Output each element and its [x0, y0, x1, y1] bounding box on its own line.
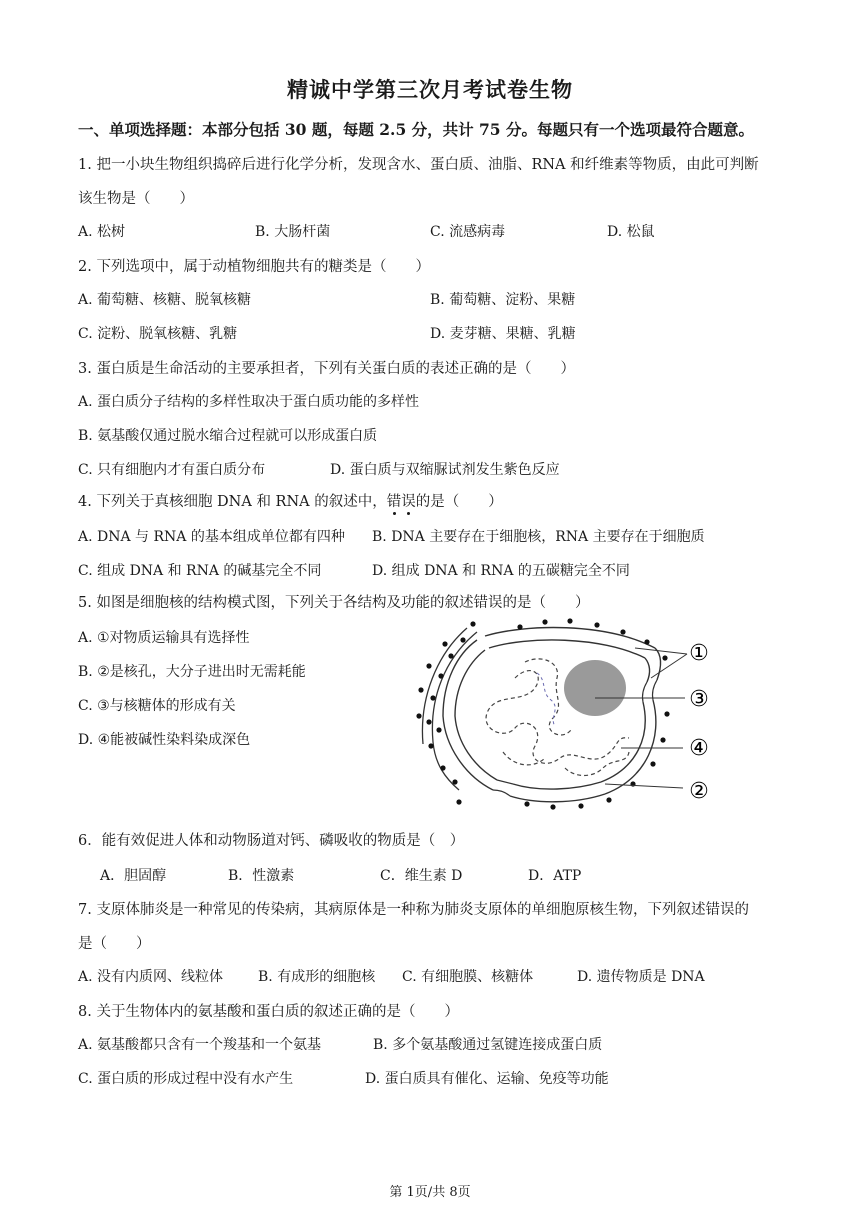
question-2-option-b: B. 葡萄糖、淀粉、果糖	[430, 292, 576, 308]
question-8-option-a: A. 氨基酸都只含有一个羧基和一个氨基	[78, 1037, 322, 1053]
section-heading: 一、单项选择题：本部分包括 30 题，每题 2.5 分，共计 75 分。每题只有一个选项最符合题意。	[78, 120, 754, 139]
question-5-option-d: D. ④能被碱性染料染成深色	[78, 732, 251, 748]
question-3-option-a: A. 蛋白质分子结构的多样性取决于蛋白质功能的多样性	[78, 394, 420, 410]
question-7-option-b: B. 有成形的细胞核	[258, 969, 376, 985]
question-6-stem: 6．能有效促进人体和动物肠道对钙、磷吸收的物质是（ ）	[78, 833, 465, 849]
question-1-stem-cont: 该生物是（ ）	[78, 191, 194, 207]
diagram-label-2: ②	[689, 779, 709, 804]
question-3-option-c: C. 只有细胞内才有蛋白质分布	[78, 462, 266, 478]
question-5-option-a: A. ①对物质运输具有选择性	[78, 630, 250, 646]
question-4-stem-post: 的是（ ）	[415, 494, 503, 510]
question-4-option-c: C. 组成 DNA 和 RNA 的碱基完全不同	[78, 563, 322, 579]
emphasis-char-2: 误	[401, 494, 416, 510]
question-7-option-d: D. 遗传物质是 DNA	[577, 969, 705, 985]
question-5-stem: 5. 如图是细胞核的结构模式图，下列关于各结构及功能的叙述错误的是（ ）	[78, 595, 590, 611]
page-footer: 第 1页/共 8页	[389, 1185, 471, 1200]
question-4-stem	[78, 490, 503, 511]
question-2-stem: 2. 下列选项中，属于动植物细胞共有的糖类是（ ）	[78, 259, 430, 275]
nucleus-structure-diagram	[415, 618, 715, 810]
question-6-option-c: C．维生素 D	[380, 868, 463, 884]
question-6-option-b: B．性激素	[228, 868, 295, 884]
question-3-option-b: B. 氨基酸仅通过脱水缩合过程就可以形成蛋白质	[78, 428, 378, 444]
nucleolus	[564, 660, 626, 716]
page-title: 精诚中学第三次月考试卷生物	[287, 77, 573, 102]
question-1-option-b: B. 大肠杆菌	[255, 224, 331, 240]
question-2-option-d: D. 麦芽糖、果糖、乳糖	[430, 326, 576, 342]
question-8-option-b: B. 多个氨基酸通过氢键连接成蛋白质	[373, 1037, 603, 1053]
question-5-option-b: B. ②是核孔，大分子进出时无需耗能	[78, 664, 306, 680]
question-8-stem: 8. 关于生物体内的氨基酸和蛋白质的叙述正确的是（ ）	[78, 1004, 459, 1020]
diagram-label-3: ③	[689, 687, 709, 712]
question-1-option-a: A. 松树	[78, 224, 126, 240]
question-3-stem: 3. 蛋白质是生命活动的主要承担者，下列有关蛋白质的表述正确的是（ ）	[78, 361, 575, 377]
emphasis-char-1: 错	[386, 494, 402, 510]
diagram-label-1: ①	[689, 641, 709, 666]
question-2-option-c: C. 淀粉、脱氧核糖、乳糖	[78, 326, 238, 342]
question-7-stem-cont: 是（ ）	[78, 936, 151, 952]
question-1-option-c: C. 流感病毒	[430, 224, 506, 240]
question-7-stem: 7. 支原体肺炎是一种常见的传染病，其病原体是一种称为肺炎支原体的单细胞原核生物，下列叙述错误的	[78, 902, 749, 918]
question-3-option-d: D. 蛋白质与双缩脲试剂发生紫色反应	[330, 462, 560, 478]
question-7-option-a: A. 没有内质网、线粒体	[78, 969, 224, 985]
question-2-option-a: A. 葡萄糖、核糖、脱氧核糖	[78, 292, 252, 308]
diagram-label-4: ④	[689, 736, 709, 761]
question-6-option-d: D．ATP	[528, 868, 582, 884]
question-6-option-a: A．胆固醇	[100, 868, 167, 884]
question-4-option-d: D. 组成 DNA 和 RNA 的五碳糖完全不同	[372, 563, 630, 579]
question-4-stem-pre: 4. 下列关于真核细胞 DNA 和 RNA 的叙述中，	[78, 494, 387, 510]
question-1-option-d: D. 松鼠	[607, 224, 655, 240]
question-4-option-b: B. DNA 主要存在于细胞核，RNA 主要存在于细胞质	[372, 529, 705, 545]
question-8-option-d: D. 蛋白质具有催化、运输、免疫等功能	[365, 1071, 609, 1087]
question-8-option-c: C. 蛋白质的形成过程中没有水产生	[78, 1071, 294, 1087]
question-7-option-c: C. 有细胞膜、核糖体	[402, 969, 534, 985]
question-4-option-a: A. DNA 与 RNA 的基本组成单位都有四种	[78, 529, 345, 545]
question-5-option-c: C. ③与核糖体的形成有关	[78, 698, 236, 714]
question-1-stem: 1. 把一小块生物组织捣碎后进行化学分析，发现含水、蛋白质、油脂、RNA 和纤维素等物质，由此可判断	[78, 157, 759, 173]
